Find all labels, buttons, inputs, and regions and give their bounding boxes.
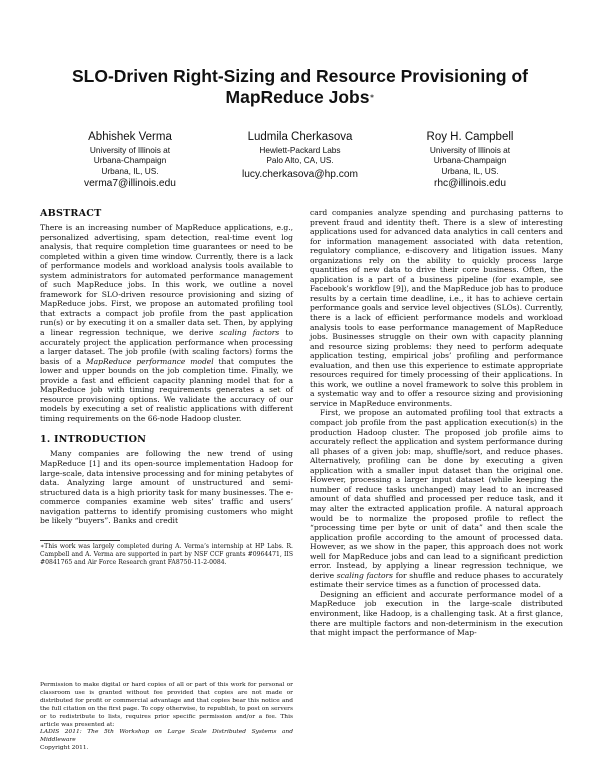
author-affiliation: University of Illinois at — [429, 145, 511, 155]
venue: LADIS 2011: The 5th Workshop on Large Scale Distributed Systems and Middleware — [40, 729, 293, 744]
footnote-rule — [40, 540, 120, 541]
intro-paragraph: Designing an efficient and accurate performance model of a MapReduce job execution in the large-scale distributed environment, like Hadoop, is a challenging task. At a first glance, there are multiple factors and non-determinism in the execution that might impact the performance of Map- — [310, 589, 563, 638]
title-line-2: MapReduce Jobs — [225, 87, 370, 107]
author-location: Urbana, IL, US. — [101, 165, 159, 176]
abstract-paragraph: There is an increasing number of MapReduce applications, e.g., personalized advertising, spam detection, real-time event log analysis, that require completion time guarantees or need to be completed within a given time window. Currently, there is a lack of performance models and workload analysis tools available to system administrators for automated performance management of such MapReduce jobs. In this work, we outline a novel framework for SLO-driven resource provisioning and sizing of MapReduce jobs. First, we propose an automated profiling tool that extracts a compact job profile from the past application run(s) or by executing it on a smaller data set. Then, by applying a linear regression technique, we derive scaling factors to accurately project the application performance when processing a larger dataset. The job profile (with scaling factors) forms the basis of a MapReduce performance model that computes the lower and upper bounds on the job completion time. Finally, we provide a fast and efficient capacity planning model that for a MapReduce job with timing requirements generates a set of resource provisioning options. We validate the accuracy of our models by executing a set of realistic applications with different timing requirements on the 66-node Hadoop cluster. — [40, 223, 294, 423]
author-block-2 — [210, 130, 390, 181]
author-location: Urbana, IL, US. — [441, 165, 499, 176]
right-column — [310, 208, 563, 638]
author-email: verma7@illinois.edu — [84, 178, 176, 190]
introduction-heading: 1. INTRODUCTION — [40, 434, 147, 446]
author-affiliation: Urbana-Champaign — [433, 155, 507, 166]
author-name: Ludmila Cherkasova — [247, 131, 353, 143]
footnote: ∗This work was largely completed during A. Verma’s internship at HP Labs. R. Campbell and A. Verma are supported in part by NSF CCF grants #0964471, IIS #0841765 and Air Force Research grant FA8750-11-2-0084. — [40, 543, 293, 566]
title-line-1: SLO-Driven Right-Sizing and Resource Provisioning of — [71, 66, 528, 86]
author-email: lucy.cherkasova@hp.com — [241, 168, 359, 180]
permission-text: Permission to make digital or hard copies of all or part of this work for personal or classroom use is granted without fee provided that copies are not made or distributed for profit or commercial advantage and that copies bear this notice and the full citation on the first page. To copy otherwise, to republish, to post on servers or to redistribute to lists, requires prior specific permission and/or a fee. This article was presented at: — [40, 682, 293, 728]
author-affiliation: Hewlett-Packard Labs — [259, 145, 341, 155]
author-affiliation: Urbana-Champaign — [93, 155, 167, 166]
permission-notice — [40, 682, 293, 753]
author-location: Palo Alto, CA, US. — [266, 155, 334, 166]
author-name: Roy H. Campbell — [426, 131, 514, 143]
author-affiliation: University of Illinois at — [89, 145, 171, 155]
paper-title — [40, 66, 560, 108]
title-footnote-mark: ∗ — [369, 94, 375, 100]
intro-paragraph: card companies analyze spending and purchasing patterns to prevent fraud and identity theft. There is a slew of interesting applications used for advanced data analytics in call centers and for information management associated with data retention, regulatory compliance, e-discovery and litigation issues. Many organizations rely on the ability to quickly process large quantities of new data to drive their core business. Often, the application is a part of a business pipeline (for example, see Facebook’s workflow [9]), and the MapReduce job has to produce results by a certain time deadline, i.e., it has to achieve certain performance goals and service level objectives (SLOs). Currently, there is a lack of efficient performance models and workload analysis tools to ease performance management of MapReduce jobs. Businesses struggle on their own with capacity planning and resource sizing problems: they need to perform adequate application testing, empirical jobs’ profiling and performance evaluation, and then use this experience to estimate appropriate resources required for timely processing of their applications. In this work, we outline a novel framework to solve this problem in a systematic way and to offer a resource sizing and provisioning service in MapReduce environments. — [310, 208, 563, 408]
author-block-3 — [380, 130, 560, 190]
author-email: rhc@illinois.edu — [433, 178, 507, 190]
copyright: Copyright 2011. — [40, 745, 89, 752]
intro-paragraph: First, we propose an automated profiling tool that extracts a compact job profile from the past application execution(s) in the production Hadoop cluster. The proposed job profile aims to accurately reflect the application and system performance during all phases of a given job: map, shuffle/sort, and reduce phases. Alternatively, profiling can be done by executing a given application with a smaller input dataset than the original one. However, processing a larger input dataset (while keeping the number of reduce tasks unchanged) may lead to an increased amount of data shuffled and processed per reduce task, and it may alter the extracted application profile. A natural approach would be to normalize the proposed profile to reflect the “processing time per byte or unit of data” and then scale the application profile according to the amount of processed data. However, as we show in the paper, this approach does not work well for MapReduce jobs and can lead to a significant prediction error. Instead, by applying a linear regression technique, we derive scaling factors for shuffle and reduce phases to accurately estimate their service times as a function of processed data. — [310, 408, 564, 590]
author-block-1 — [40, 130, 220, 190]
author-name: Abhishek Verma — [88, 131, 172, 143]
intro-paragraph: Many companies are following the new trend of using MapReduce [1] and its open-source implementation Hadoop for large-scale, data intensive processing and for mining petabytes of data. Analyzing large amount of unstructured and semi-structured data is a high priority task for many businesses. The e-commerce companies examine web sites’ traffic and users’ navigation patterns to identify promising customers who might be likely “buyers”. Banks and credit — [40, 449, 293, 526]
left-column — [40, 208, 293, 526]
abstract-heading: ABSTRACT — [40, 208, 102, 219]
